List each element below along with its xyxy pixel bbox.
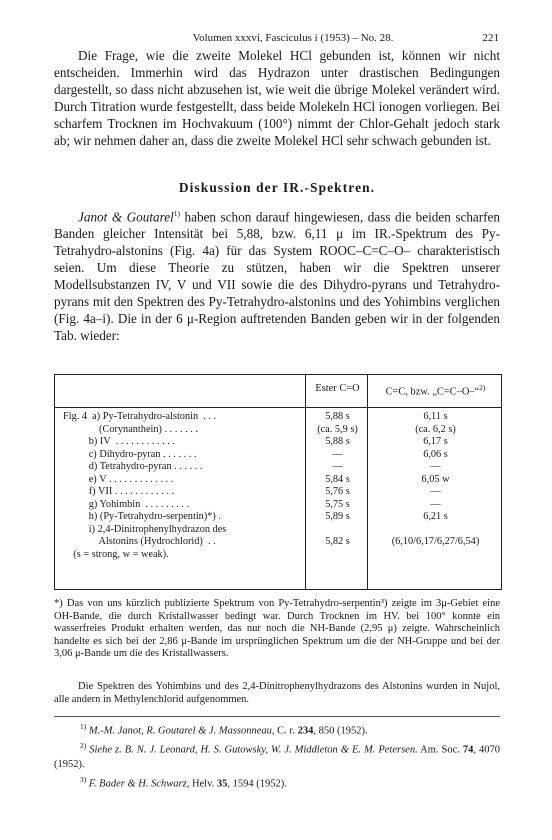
reference-vol: 234 [297,725,314,737]
table-cell-cc: 6,11 s [423,411,448,422]
table-cell-ester: 5,82 s [325,536,350,547]
reference-rest: C. r. [274,725,298,737]
cited-authors: Janot & Goutarel [78,209,174,225]
table-cell-ester: — [332,448,343,460]
reference-authors: F. Bader & H. Schwarz, [88,778,190,790]
table-cell-cc: 6,06 s [423,448,448,460]
table-row [55,411,501,424]
table-row [55,461,501,474]
table-header-cc [370,383,501,397]
table-row [55,549,501,562]
table-row-label: f) VII . . . . . . . . . . . . [63,486,175,497]
table-row [55,524,501,537]
table-row [55,536,501,549]
table-cell-ester: 5,88 s [325,411,350,422]
table-cell-ester: 5,75 s [325,498,350,510]
reference-authors: Siehe z. B. N. J. Leonard, H. S. Gutowsky, W. J. Middleton & E. M. Petersen. [89,744,418,756]
solvent-note: Die Spektren des Yohimbins und des 2,4-Dinitrophenylhydrazons des Alstonins wurden in Nujol, alle andern in Methylenchlorid aufgenommen. [54,681,500,705]
table-footnote: *) Das von uns kürzlich publizierte Spektrum von Py-Tetrahydro-serpentin³) zeigte im 3μ-Gebiet eine OH-Bande, die durch Kristallwasser bedingt war. Durch Trocknen im HV. bei 100° konnte ein wasserfreies Produkt erhalten werden, das nur noch die NH-Bande (2,95 μ) zeigte. Wahrscheinlich handelte es sich bei der 2,86 μ-Bande im ursprünglichen Spektrum um die der NH-Gruppe und bei der 3,06 μ-Bande um die des Kristallwassers. [54,598,500,660]
reference-tail: , 4070 (1952). [54,744,501,771]
reference-item [54,773,500,792]
table-row-label: d) Tetrahydro-pyran . . . . . . [63,461,203,472]
table-cell-ester: 5,84 s [325,473,350,485]
table-cell-ester: 5,88 s [325,436,350,447]
table-header-ester: Ester C=O [315,383,360,394]
table-row [55,474,501,487]
table-cell-cc: (ca. 6,2 s) [415,423,456,435]
table-row [55,511,501,524]
table-cell-cc: — [430,461,441,472]
footnote-ref: 1) [173,209,180,218]
table-row-label: b) IV . . . . . . . . . . . . [63,436,175,447]
reference-vol: 74 [462,744,474,756]
table-cell-ester: 5,76 s [325,486,350,497]
reference-num: 3) [80,774,87,784]
table-header-cc-ref: 2) [479,383,486,392]
paragraph-ir-discussion [54,206,500,345]
references [54,720,500,792]
table-cell-cc: 6,05 w [421,473,450,485]
reference-authors: M.-M. Janot, R. Goutarel & J. Massonneau, [88,725,275,737]
table-row [55,449,501,462]
paragraph-ir-text: haben schon darauf hingewiesen, dass die beiden scharfen Banden gleicher Intensität bei 5,88, bzw. 6,11 μ im IR.-Spektrum des Py-Tetrahydro-alstonins (Fig. 4a) für das System ROOC–C=C–O– charakteristisch seien. Um diese Theorie zu stützen, haben wir die Spektren unserer Modellsubstanzen IV, V und VII sowie die des Dihydro-pyrans und Tetrahydro-pyrans mit den Spektren des Py-Tetrahydro-alstonins und des Yohimbins verglichen (Fig. 4a–i). Die in der 6 μ-Region auftretenden Banden geben wir in der folgenden Tab. wieder: [54,209,500,343]
table-row-label: e) V . . . . . . . . . . . . . [63,473,174,485]
table-cell-ester: (ca. 5,9 s) [317,423,358,435]
reference-rest: Am. Soc. [417,744,463,756]
table-cell-cc: 6,21 s [423,511,448,522]
table-cell-ester: 5,89 s [325,511,350,522]
ir-bands-table [54,374,502,590]
table-row-label: c) Dihydro-pyran . . . . . . . [63,448,197,460]
reference-tail: , 850 (1952). [313,725,368,737]
table-cell-cc: 6,17 s [423,436,448,447]
reference-tail: , 1594 (1952). [227,778,287,790]
table-row-label: Fig. 4 a) Py-Tetrahydro-alstonin . . . [63,411,217,422]
table-row-label: (Corynanthein) . . . . . . . [63,423,198,435]
table-row [55,436,501,449]
table-header-cc-label: C=C, bzw. „C=C–O–“ [385,386,480,398]
table-row-label: g) Yohimbin . . . . . . . . . [63,498,190,510]
table-body [55,411,501,561]
table-cell-ester: — [332,461,343,472]
table-row-label: Alstonins (Hydrochlorid) . . [63,536,216,547]
table-cell-cc: (6,10/6,17/6,27/6,54) [391,536,480,547]
reference-vol: 35 [216,778,228,790]
table-row-label: (s = strong, w = weak). [63,548,169,560]
page-number: 221 [482,32,499,44]
footnote-divider [54,716,500,717]
table-row [55,486,501,499]
reference-item [54,739,500,773]
reference-item [54,720,500,739]
table-row [55,499,501,512]
running-header [87,32,499,48]
table-cell-cc: — [430,486,441,497]
paragraph-hcl-binding: Die Frage, wie die zweite Molekel HCl gebunden ist, können wir nicht entscheiden. Immerhin wird das Hydrazon unter drastischen Bedingungen dargestellt, so dass nicht abzusehen ist, wie weit die übrige Molekel verändert wird. Durch Titration wurde festgestellt, dass beide Molekeln HCl ionogen vorliegen. Bei scharfem Trocknen im Hochvakuum (100°) nimmt der Chlor-Gehalt jedoch stark ab; wir nehmen daher an, dass die zweite Molekel HCl sehr schwach gebunden ist. [54,48,500,148]
table-row [55,424,501,437]
reference-rest: Helv. [189,778,217,790]
table-row-label: h) (Py-Tetrahydro-serpentin)*) . [63,511,221,522]
table-row-label: i) 2,4-Dinitrophenylhydrazon des [63,523,227,535]
table-header-rule [55,407,501,408]
journal-header-title: Volumen xxxvi, Fasciculus i (1953) – No. 28. [192,32,394,44]
reference-num: 1) [80,722,87,731]
section-title: Diskussion der IR.-Spektren. [178,180,376,195]
table-cell-cc: — [430,498,441,510]
reference-num: 2) [80,741,87,751]
